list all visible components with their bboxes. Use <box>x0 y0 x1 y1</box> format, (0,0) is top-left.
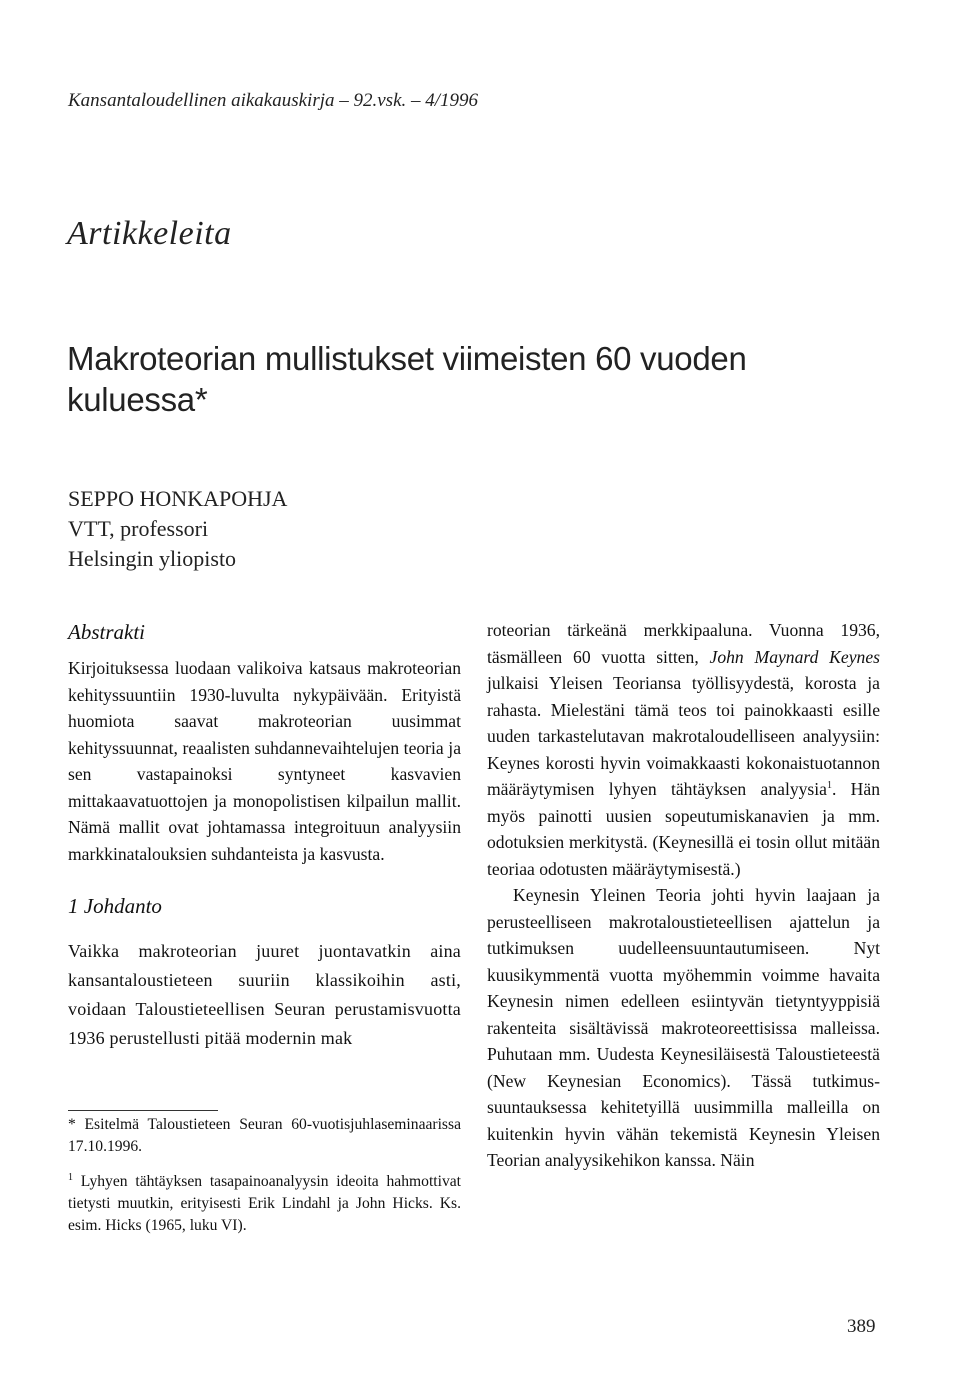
author-degree: VTT, professori <box>68 516 209 541</box>
footnote-rule <box>68 1110 218 1111</box>
author-affiliation: Helsingin yliopisto <box>68 546 237 571</box>
left-column <box>68 617 461 1053</box>
keynes-name: John Maynard Keynes <box>709 646 880 667</box>
right-paragraph-2: Keynesin Yleinen Teoria johti hyvin laajaan ja perusteelliseen makrotaloustieteellisen ajattelun ja tutkimuksen uudelleensuuntautumiseen. Nyt kuusikymmentä vuotta myöhemmin voimme havaita Keynesin nimen edelleen esiintyvän tietyntyyppisiä rakenteita sisältävissä makroteoreettisissa malleissa. Puhutaan mm. Uudesta Keynesiläisestä Taloustieteestä (New Keynesian Economics). Tässä tutkimussuuntauksessa kehitetyillä uusimmilla malleilla on kuitenkin hyvin vähän tekemistä Keynesin Yleisen Teorian analyysikehikon kanssa. Näin <box>487 885 880 1170</box>
section-title: Artikkeleita <box>67 215 232 252</box>
footnote-star: * Esitelmä Taloustieteen Seuran 60-vuotisjuhlaseminaarissa 17.10.1996. <box>68 1116 461 1155</box>
right-paragraph-1-c: . Hän myös painotti uusien sopeutumiskanavien ja mm. odotuksien merkitystä. (Keynesillä ei tosin ollut mitään teoriaa odotusten määräytymisestä.) <box>487 779 880 879</box>
article-title-line-2: kuluessa* <box>67 381 208 418</box>
right-paragraph-1-b: julkaisi Yleisen Teoriansa työllisyydestä, korosta ja rahasta. Mielestäni tämä teos toi painokkaasti esille uuden tarkastelutavan makrotaloudelliseen analyysiin: Keynes korosti hyvin voimakkaasti kokonaistuotannon määräytymisen lyhyen tähtäyksen analyysia <box>487 673 880 799</box>
journal-header: Kansantaloudellinen aikakauskirja – 92.vsk. – 4/1996 <box>68 90 479 111</box>
right-paragraph-1-a: roteorian tärkeänä merkkipaaluna. Vuonna 1936, täsmälleen 60 vuotta sitten, <box>487 620 880 667</box>
article-title <box>67 338 827 420</box>
footnote-1-text: Lyhyen tähtäyksen tasapainoanalyysin ideoita hahmottivat tietysti muutkin, erityisesti Erik Lindahl ja John Hicks. Ks. esim. Hicks (1965, luku VI). <box>68 1173 461 1234</box>
page-number: 389 <box>847 1316 876 1337</box>
article-title-line-1: Makroteorian mullistukset viimeisten 60 vuoden <box>67 340 747 377</box>
footnote-1-mark: 1 <box>68 1171 73 1183</box>
abstract-heading: Abstrakti <box>68 620 145 644</box>
footnote-ref-1: 1 <box>826 780 832 792</box>
right-column <box>487 617 880 1174</box>
section-heading-johdanto: 1 Johdanto <box>68 894 162 918</box>
footnotes <box>68 1110 461 1250</box>
author-block <box>68 484 287 574</box>
author-name: SEPPO HONKAPOHJA <box>68 486 288 511</box>
right-paragraph-1 <box>487 617 880 882</box>
abstract-text: Kirjoituksessa luodaan valikoiva katsaus makroteorian kehityssuuntiin 1930-luvulta nykypäivään. Erityistä huomiota saavat makroteorian uusimmat kehityssuunnat, reaalisten suhdannevaihtelujen teoria ja sen vastapainoksi syntyneet kasvavien mittakaavatuottojen ja monopolistisen kilpailun mallit. Nämä mallit ovat johtamassa integroituun analyysiin markkinatalouksien suhdanteista ja kasvusta. <box>68 658 461 864</box>
footnote-1 <box>68 1171 461 1237</box>
intro-paragraph: Vaikka makroteorian juuret juontavatkin aina kansantaloustieteen suuriin klassikoihin asti, voidaan Taloustieteellisen Seuran perustamisvuotta 1936 perustellusti pitää modernin mak <box>68 941 461 1048</box>
